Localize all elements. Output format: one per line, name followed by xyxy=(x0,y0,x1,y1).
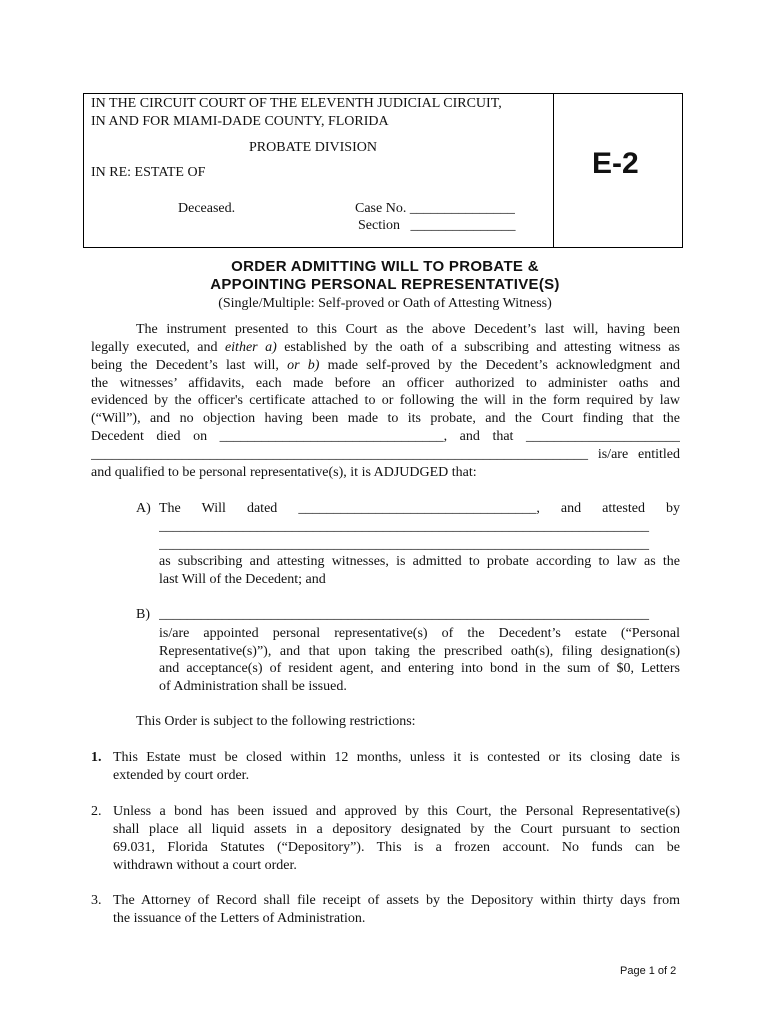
intro-line-2: legally executed, and either a) established by the oath of a subscribing and attesting witness as xyxy=(91,340,680,355)
intro-line-1: The instrument presented to this Court as the above Decedent’s last will, having been xyxy=(136,322,680,337)
court-name-line2: IN AND FOR MIAMI-DADE COUNTY, FLORIDA xyxy=(91,114,389,129)
item-a-line-5: last Will of the Decedent; and xyxy=(159,572,326,587)
intro-line-8-representative: _______________________________________________________________________ is/are entitled xyxy=(91,447,680,462)
item-b-line-4: and acceptance(s) of resident agent, and entering into bond in the sum of $0, Letters xyxy=(159,661,680,676)
case-number-field: Case No. _______________ xyxy=(355,201,515,216)
restriction-3-line-2: the issuance of the Letters of Administration. xyxy=(113,911,366,926)
intro-line-3: being the Decedent’s last will, or b) made self-proved by the Decedent’s acknowledgment and xyxy=(91,358,680,373)
section-field: Section _______________ xyxy=(358,218,516,233)
intro-line-9: and qualified to be personal representative(s), it is ADJUDGED that: xyxy=(91,465,477,480)
restriction-1-number: 1. xyxy=(91,750,102,765)
restriction-1-line-2: extended by court order. xyxy=(113,768,250,783)
restriction-2-number: 2. xyxy=(91,804,102,819)
restrictions-intro: This Order is subject to the following restrictions: xyxy=(136,714,416,729)
item-a-witness-line-2: ______________________________________________________________________ xyxy=(159,537,649,552)
item-b-marker: B) xyxy=(136,607,150,622)
intro-line-5: evidenced by the officer's certificate attached to or following the will in the form required by law xyxy=(91,393,680,408)
item-a-line-4: as subscribing and attesting witnesses, is admitted to probate according to law as the xyxy=(159,554,680,569)
restriction-2-line-2: shall place all liquid assets in a depository designated by the Court pursuant to section xyxy=(113,822,680,837)
item-b-line-3: Representative(s)”), and that upon taking the prescribed oath(s), filing designation(s) xyxy=(159,644,680,659)
item-a-witness-line-1: ______________________________________________________________________ xyxy=(159,519,649,534)
intro-line-4: the witnesses’ affidavits, each made before an officer authorized to administer oaths and xyxy=(91,376,680,391)
order-title-line1: ORDER ADMITTING WILL TO PROBATE & xyxy=(231,258,539,275)
restriction-3-number: 3. xyxy=(91,893,102,908)
restriction-2-line-3: 69.031, Florida Statutes (“Depository”). This is a frozen account. No funds can be xyxy=(113,840,680,855)
intro-line-6: (“Will”), and no objection having been made to its probate, and the Court finding that the xyxy=(91,411,680,426)
court-name-line1: IN THE CIRCUIT COURT OF THE ELEVENTH JUDICIAL CIRCUIT, xyxy=(91,96,502,111)
in-re-estate-label: IN RE: ESTATE OF xyxy=(91,165,206,180)
restriction-2-line-1: Unless a bond has been issued and approved by this Court, the Personal Representative(s) xyxy=(113,804,680,819)
form-code: E-2 xyxy=(592,147,639,180)
item-b-line-5: of Administration shall be issued. xyxy=(159,679,347,694)
item-b-representative-line: ______________________________________________________________________ xyxy=(159,607,649,622)
restriction-3-line-1: The Attorney of Record shall file receipt of assets by the Depository within thirty days from xyxy=(113,893,680,908)
intro-line-7-death-date: Decedent died on ________________________________, and that ______________________ xyxy=(91,429,680,444)
page-number: Page 1 of 2 xyxy=(620,965,677,977)
restriction-2-line-4: withdrawn without a court order. xyxy=(113,858,297,873)
deceased-label: Deceased. xyxy=(178,201,236,216)
order-subtitle: (Single/Multiple: Self-proved or Oath of Attesting Witness) xyxy=(218,296,552,311)
item-a-marker: A) xyxy=(136,501,151,516)
item-a-line-1: The Will dated __________________________________, and attested by xyxy=(159,501,680,516)
item-b-line-2: is/are appointed personal representative(s) of the Decedent’s estate (“Personal xyxy=(159,626,680,641)
caption-divider xyxy=(553,93,554,248)
restriction-1-line-1: This Estate must be closed within 12 months, unless it is contested or its closing date is xyxy=(113,750,680,765)
probate-division-label: PROBATE DIVISION xyxy=(249,140,377,155)
order-title-line2: APPOINTING PERSONAL REPRESENTATIVE(S) xyxy=(210,276,560,293)
